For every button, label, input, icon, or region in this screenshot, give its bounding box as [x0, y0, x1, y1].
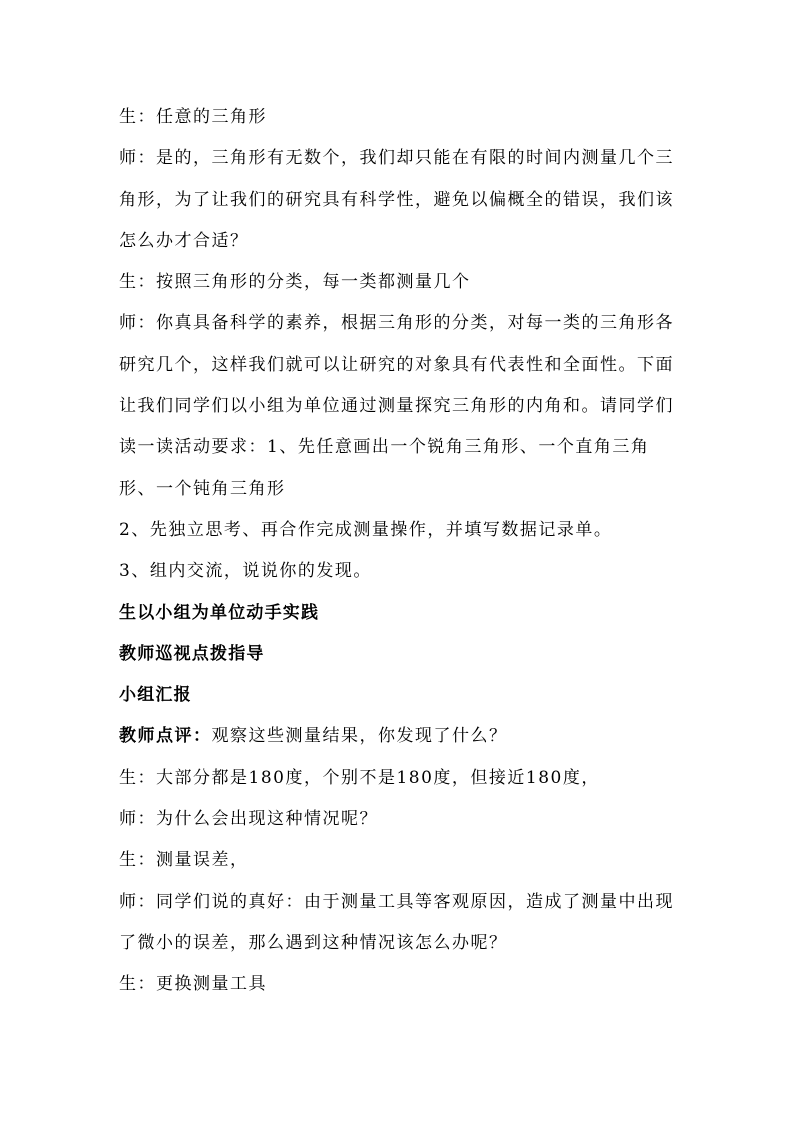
paragraph-teacher-activity: 师：你真具备科学的素养，根据三角形的分类，对每一类的三角形各研究几个，这样我们就可以让研究的对象具有代表性和全面性。下面让我们同学们以小组为单位通过测量探究三角形的内角和。请同学们读一读活动要求：1、先任意画出一个锐角三角形、一个直角三角形、一个钝角三角形 — [119, 313, 674, 499]
paragraph-teacher-comment — [119, 716, 679, 757]
heading-group-report: 小组汇报 — [119, 685, 192, 706]
teacher-comment-text: 观察这些测量结果，你发现了什么？ — [211, 726, 508, 747]
paragraph-step-3: 3、组内交流，说说你的发现。 — [119, 561, 372, 582]
paragraph-student-replace: 生：更换测量工具 — [119, 974, 267, 995]
paragraph-teacher-tools: 师：同学们说的真好：由于测量工具等客观原因，造成了测量中出现了微小的误差，那么遇到这种情况该怎么办呢？ — [119, 891, 674, 953]
paragraph-student-classify: 生：按照三角形的分类，每一类都测量几个 — [119, 272, 471, 293]
paragraph-student-180: 生：大部分都是180度，个别不是180度，但接近180度， — [119, 767, 600, 788]
paragraph-student-error: 生：测量误差， — [119, 850, 249, 871]
heading-group-practice: 生以小组为单位动手实践 — [119, 602, 320, 623]
teacher-comment-label: 教师点评： — [119, 726, 212, 747]
document-page — [119, 97, 679, 1006]
paragraph-step-2: 2、先独立思考、再合作完成测量操作，并填写数据记录单。 — [119, 519, 613, 540]
paragraph-teacher-infinite: 师：是的，三角形有无数个，我们却只能在有限的时间内测量几个三角形，为了让我们的研究具有科学性，避免以偏概全的错误，我们该怎么办才合适？ — [119, 148, 674, 251]
paragraph-student-arbitrary: 生：任意的三角形 — [119, 107, 267, 127]
paragraph-teacher-why: 师：为什么会出现这种情况呢？ — [119, 809, 378, 830]
heading-teacher-guidance: 教师巡视点拨指导 — [119, 643, 265, 664]
